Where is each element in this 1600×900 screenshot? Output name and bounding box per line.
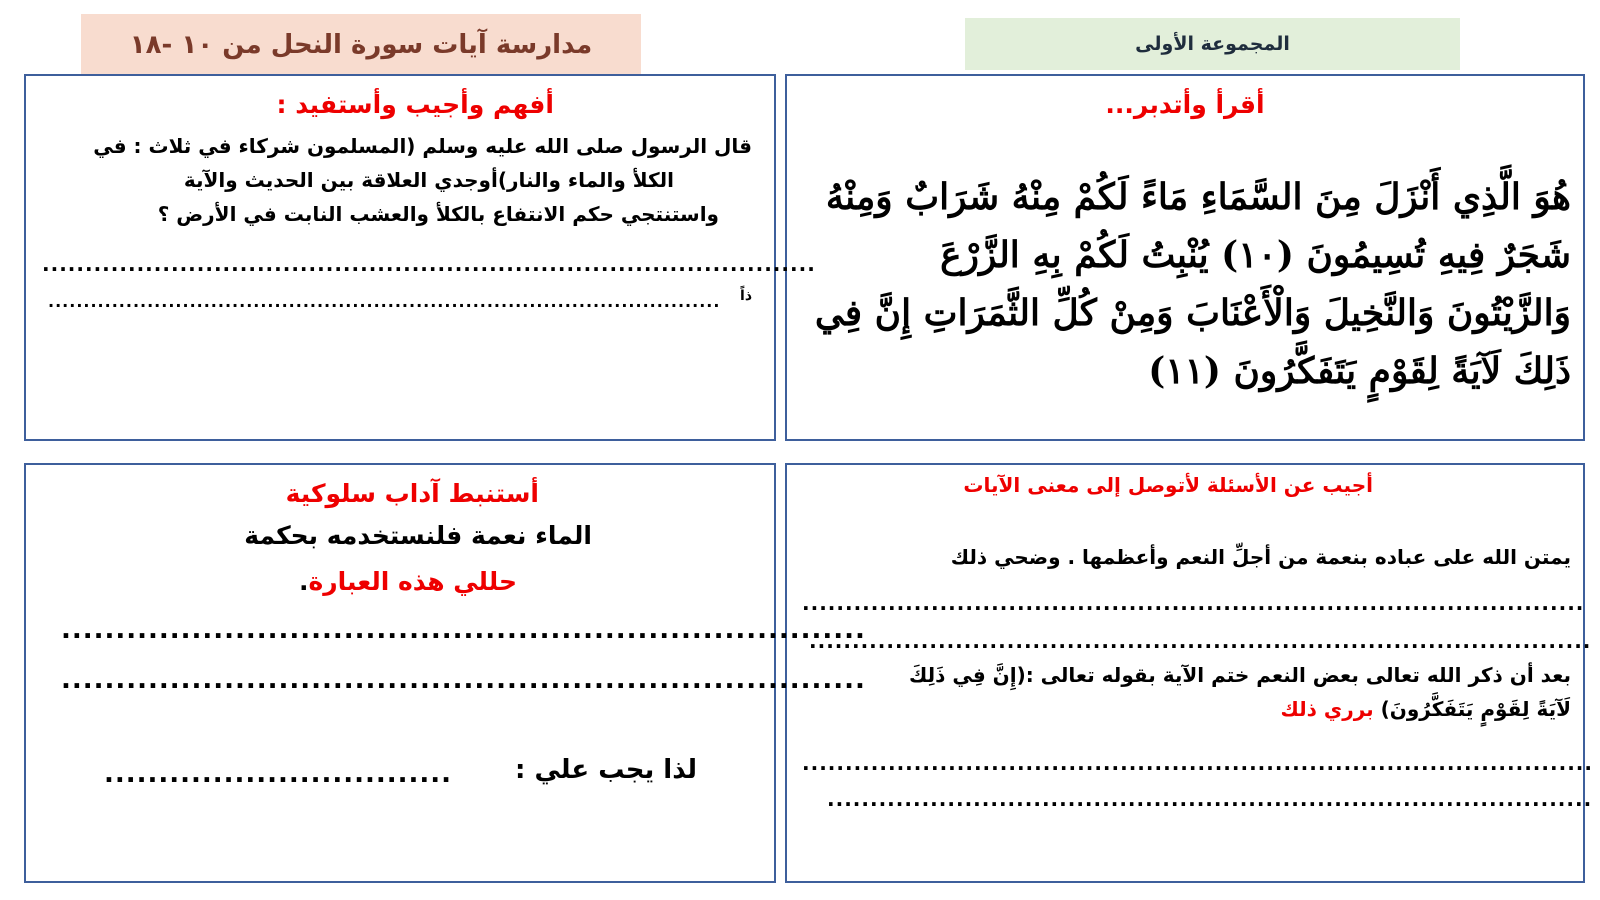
lesson-title-text: مدارسة آيات سورة النحل من ١٠ -١٨ [129,30,593,60]
must-answer[interactable]: ................................ [104,759,453,789]
answer-2b[interactable]: ......................................................................................... [827,787,1593,811]
question-2-instruction: برري ذلك [1280,697,1374,721]
understand-card [24,74,816,441]
question-2-line-1: بعد أن ذكر الله تعالى بعض النعم ختم الآية بقوله تعالى :(إِنَّ فِي ذَلِكَ [908,663,1571,687]
answer-line-2[interactable]: ............................................................................................... [48,292,721,311]
analyze-instruction: حللي هذه العبارة [308,567,517,596]
hadith-line-1: قال الرسول صلى الله عليه وسلم (المسلمون شركاء في ثلاث : في [93,134,752,158]
group-title-text: المجموعة الأولى [1135,33,1290,55]
hadith-line-2: الكلأ والماء والنار)أوجدي العلاقة بين الحديث والآية [183,168,674,192]
questions-card [785,463,1593,883]
manners-answer-1[interactable]: .......................................................................... [61,615,866,645]
answer-1b[interactable]: ........................................................................................... [809,629,1592,653]
manners-heading: أستنبط آداب سلوكية [285,479,539,508]
answer-line-1[interactable]: .......................................................................................... [42,252,816,276]
verse-line-2: شَجَرٌ فِيهِ تُسِيمُونَ (١٠) يُنْبِتُ لَكُمْ بِهِ الزَّرْعَ [940,234,1571,276]
understand-heading: أفهم وأجيب وأستفيد : [276,90,554,119]
manners-card [24,463,866,883]
read-reflect-heading: أقرأ وأتدبر... [1105,90,1265,119]
must-label: لذا يجب علي : [515,755,697,785]
instruction-wrap [299,567,517,596]
answer-1a[interactable]: ........................................................................................... [802,591,1585,615]
questions-heading: أجيب عن الأسئلة لأتوصل إلى معنى الآيات [963,473,1373,497]
lesson-title [81,14,641,76]
question-1: يمتن الله على عباده بنعمة من أجلِّ النعم وأعظمها . وضحي ذلك [950,545,1571,569]
verse-line-4: ذَلِكَ لَآيَةً لِقَوْمٍ يَتَفَكَّرُونَ (١١) [1148,350,1571,392]
answer-2a[interactable]: ............................................................................................ [802,751,1593,775]
answer-line-2-prefix: ذاً [740,288,752,304]
manners-answer-2[interactable]: .......................................................................... [61,665,866,695]
water-statement: الماء نعمة فلنستخدمه بحكمة [244,521,592,550]
question-2-line-2-wrap [1281,697,1571,721]
question-2-line-2: لَآيَةً لِقَوْمٍ يَتَفَكَّرُونَ) [1380,697,1571,721]
hadith-line-3: واستنتجي حكم الانتفاع بالكلأ والعشب النابت في الأرض ؟ [157,202,719,226]
read-reflect-card [785,74,1585,441]
instruction-dot: . [299,567,309,596]
verse-line-3: وَالزَّيْتُونَ وَالنَّخِيلَ وَالْأَعْنَابَ وَمِنْ كُلِّ الثَّمَرَاتِ إِنَّ فِي [814,292,1571,334]
group-title [965,18,1460,70]
verse-line-1: هُوَ الَّذِي أَنْزَلَ مِنَ السَّمَاءِ مَاءً لَكُمْ مِنْهُ شَرَابٌ وَمِنْهُ [825,176,1571,218]
